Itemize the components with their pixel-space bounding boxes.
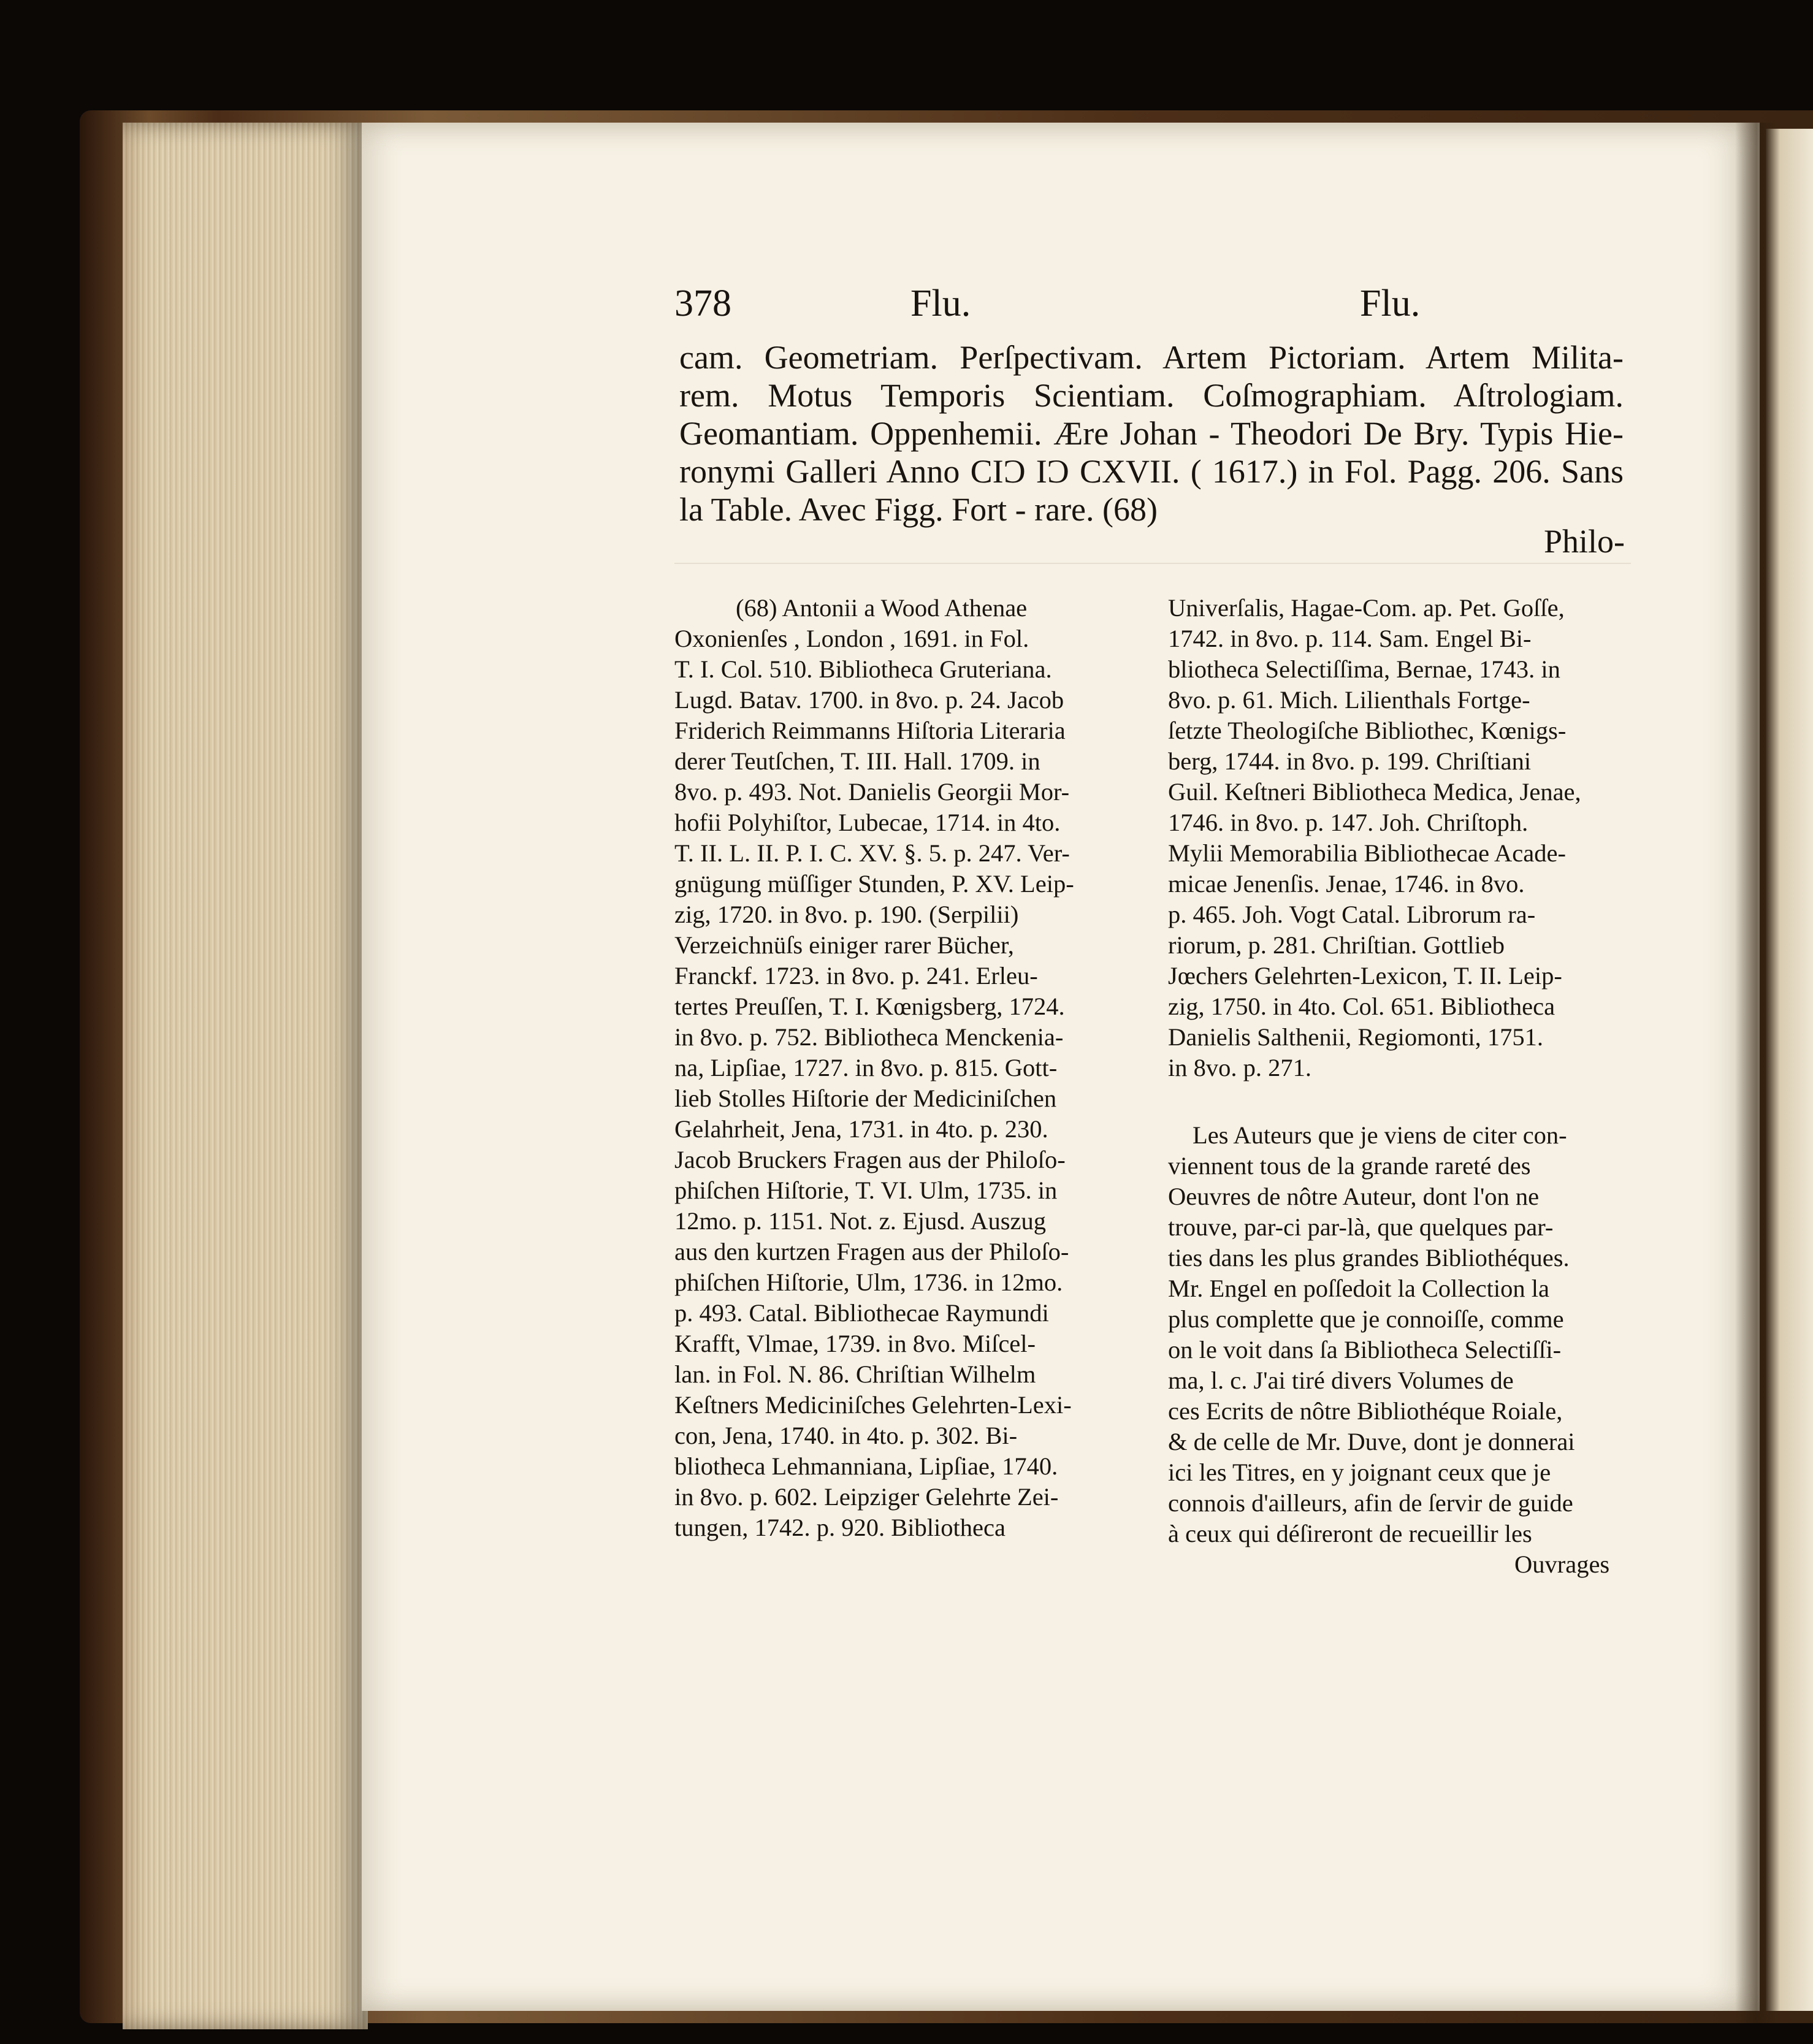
paragraph-line: Oeuvres de nôtre Auteur, dont l'on ne xyxy=(1168,1183,1540,1210)
footnote-line: lan. in Fol. N. 86. Chriſtian Wilhelm xyxy=(674,1360,1036,1388)
paragraph-line: Mr. Engel en poſſedoit la Collection la xyxy=(1168,1275,1549,1302)
footnote-line: derer Teutſchen, T. III. Hall. 1709. in xyxy=(674,747,1040,775)
footnote-line: hofii Polyhiſtor, Lubecae, 1714. in 4to. xyxy=(674,809,1061,836)
footnote-line: in 8vo. p. 752. Bibliotheca Menckenia- xyxy=(674,1023,1064,1051)
paragraph-line: Les Auteurs que je viens de citer con- xyxy=(1193,1121,1567,1149)
footnote-line: zig, 1720. in 8vo. p. 190. (Serpilii) xyxy=(674,901,1019,928)
footnote-line: 1742. in 8vo. p. 114. Sam. Engel Bi- xyxy=(1168,625,1532,652)
footnote-line: T. I. Col. 510. Bibliotheca Gruteriana. xyxy=(674,655,1052,683)
catchword: Ouvrages xyxy=(1514,1550,1610,1578)
footnote-line: Lugd. Batav. 1700. in 8vo. p. 24. Jacob xyxy=(674,686,1064,714)
paragraph-line: ici les Titres, en y joignant ceux que je xyxy=(1168,1459,1551,1486)
footnote-line: 12mo. p. 1151. Not. z. Ejusd. Auszug xyxy=(674,1207,1046,1235)
footnote-line: Verzeichnüſs einiger rarer Bücher, xyxy=(674,931,1014,959)
title-line: ronymi Galleri Anno CIƆ IƆ CXVII. ( 1617.) in Fol. Pagg. 206. Sans xyxy=(679,453,1624,490)
footnote-line: con, Jena, 1740. in 4to. p. 302. Bi- xyxy=(674,1422,1018,1449)
footnote-line: 8vo. p. 493. Not. Danielis Georgii Mor- xyxy=(674,778,1070,806)
footnote-line: Krafft, Vlmae, 1739. in 8vo. Miſcel- xyxy=(674,1330,1036,1357)
footnote-line: Friderich Reimmanns Hiſtoria Literaria xyxy=(674,717,1066,744)
paragraph-line: à ceux qui déſireront de recueillir les xyxy=(1168,1520,1532,1547)
footnote-line: ſetzte Theologiſche Bibliothec, Kœnigs- xyxy=(1168,717,1567,744)
paragraph-line: on le voit dans ſa Bibliotheca Selectiſſi- xyxy=(1168,1336,1562,1363)
paragraph-line: ties dans les plus grandes Bibliothéques. xyxy=(1168,1244,1570,1272)
footnote-line: phiſchen Hiſtorie, Ulm, 1736. in 12mo. xyxy=(674,1268,1063,1296)
title-line: cam. Geometriam. Perſpectivam. Artem Pictoriam. Artem Milita- xyxy=(679,339,1624,376)
footnote-line: Franckf. 1723. in 8vo. p. 241. Erleu- xyxy=(674,962,1038,990)
footnote-line: (68) Antonii a Wood Athenae xyxy=(736,594,1028,622)
footnote-line: bliotheca Lehmanniana, Lipſiae, 1740. xyxy=(674,1452,1058,1480)
paragraph-line: trouve, par-ci par-là, que quelques par- xyxy=(1168,1213,1554,1241)
title-line: la Table. Avec Figg. Fort - rare. (68) xyxy=(679,491,1158,528)
footnote-line: phiſchen Hiſtorie, T. VI. Ulm, 1735. in xyxy=(674,1176,1058,1204)
footnote-line: T. II. L. II. P. I. C. XV. §. 5. p. 247. Ver- xyxy=(674,839,1070,867)
running-head-left: Flu. xyxy=(910,283,971,324)
running-head-right: Flu. xyxy=(1360,283,1421,324)
title-line: rem. Motus Temporis Scientiam. Coſmographiam. Aſtrologiam. xyxy=(679,377,1624,414)
catchword: Philo- xyxy=(1544,523,1625,560)
title-line: Geomantiam. Oppenhemii. Ære Johan - Theodori De Bry. Typis Hie- xyxy=(679,415,1624,452)
paragraph-line: plus complette que je connoiſſe, comme xyxy=(1168,1305,1564,1333)
footnote-line: zig, 1750. in 4to. Col. 651. Bibliotheca xyxy=(1168,993,1555,1020)
footnote-line: Keſtners Mediciniſches Gelehrten-Lexi- xyxy=(674,1391,1072,1419)
footnote-line: 1746. in 8vo. p. 147. Joh. Chriſtoph. xyxy=(1168,809,1529,836)
page-edges xyxy=(123,123,368,2029)
footnote-line: Guil. Keſtneri Bibliotheca Medica, Jenae, xyxy=(1168,778,1581,806)
footnote-line: riorum, p. 281. Chriſtian. Gottlieb xyxy=(1168,931,1505,959)
footnote-line: in 8vo. p. 602. Leipziger Gelehrte Zei- xyxy=(674,1483,1059,1511)
paragraph-line: & de celle de Mr. Duve, dont je donnerai xyxy=(1168,1428,1575,1455)
paragraph-line: ces Ecrits de nôtre Bibliothéque Roiale, xyxy=(1168,1397,1563,1425)
footnote-line: Danielis Salthenii, Regiomonti, 1751. xyxy=(1168,1023,1543,1051)
paragraph-line: connois d'ailleurs, afin de ſervir de guide xyxy=(1168,1489,1573,1517)
footnote-line: lieb Stolles Hiſtorie der Mediciniſchen xyxy=(674,1085,1057,1112)
footnote-line: Gelahrheit, Jena, 1731. in 4to. p. 230. xyxy=(674,1115,1048,1143)
footnote-line: tertes Preuſſen, T. I. Kœnigsberg, 1724. xyxy=(674,993,1065,1020)
page-number: 378 xyxy=(674,283,731,324)
footnote-line: tungen, 1742. p. 920. Bibliotheca xyxy=(674,1514,1006,1541)
footnote-line: micae Jenenſis. Jenae, 1746. in 8vo. xyxy=(1168,870,1525,898)
footnote-line: gnügung müſſiger Stunden, P. XV. Leip- xyxy=(674,870,1074,898)
footnote-line: Mylii Memorabilia Bibliothecae Acade- xyxy=(1168,839,1566,867)
facing-page-edge xyxy=(1766,129,1813,2011)
footnote-line: p. 465. Joh. Vogt Catal. Librorum ra- xyxy=(1168,901,1536,928)
paragraph-line: ma, l. c. J'ai tiré divers Volumes de xyxy=(1168,1367,1514,1394)
footnote-line: aus den kurtzen Fragen aus der Philoſo- xyxy=(674,1238,1069,1265)
footnote-line: Jacob Bruckers Fragen aus der Philoſo- xyxy=(674,1146,1066,1173)
show-through-rule xyxy=(674,563,1631,564)
footnote-line: bliotheca Selectiſſima, Bernae, 1743. in xyxy=(1168,655,1560,683)
footnote-line: in 8vo. p. 271. xyxy=(1168,1054,1312,1081)
footnote-line: Jœchers Gelehrten-Lexicon, T. II. Leip- xyxy=(1168,962,1562,990)
footnote-line: Oxonienſes , London , 1691. in Fol. xyxy=(674,625,1029,652)
paragraph-line: viennent tous de la grande rareté des xyxy=(1168,1152,1531,1180)
footnote-line: 8vo. p. 61. Mich. Lilienthals Fortge- xyxy=(1168,686,1530,714)
footnote-line: na, Lipſiae, 1727. in 8vo. p. 815. Gott- xyxy=(674,1054,1058,1081)
footnote-line: Univerſalis, Hagae-Com. ap. Pet. Goſſe, xyxy=(1168,594,1565,622)
footnote-line: p. 493. Catal. Bibliothecae Raymundi xyxy=(674,1299,1049,1327)
footnote-line: berg, 1744. in 8vo. p. 199. Chriſtiani xyxy=(1168,747,1532,775)
